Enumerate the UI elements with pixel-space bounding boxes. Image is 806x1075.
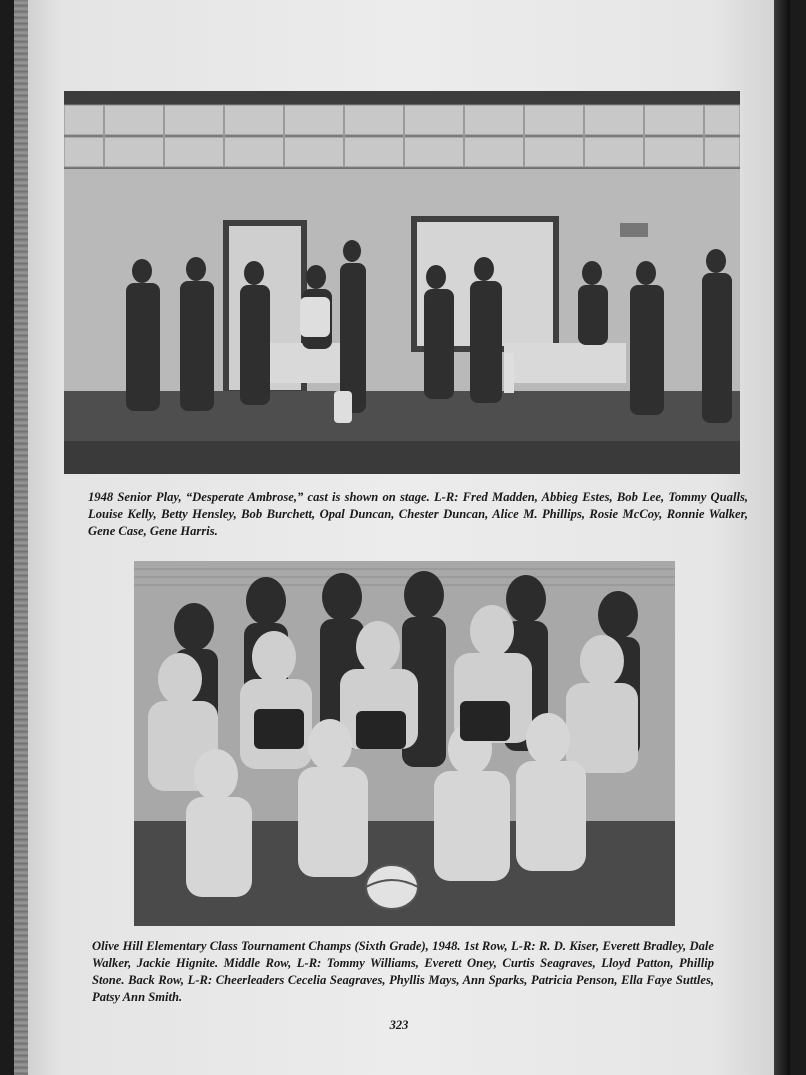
tournament-champs-caption: Olive Hill Elementary Class Tournament Champs (Sixth Grade), 1948. 1st Row, L-R: R. D. Kiser, Everett Bradley, Dale Walker, Jackie Hignite. Middle Row, L-R: Tommy Williams, Everett Oney, Curtis Seagraves, Lloyd Patton, Phillip Stone. Back Row, L-R: Cheerleaders Cecelia Seagraves, Phyllis Mays, Ann Sparks, Patricia Penson, Ella Faye Suttles, Patsy Ann Smith. (92, 939, 714, 1004)
book-page (14, 0, 790, 1075)
team-group-illustration (134, 561, 675, 926)
stage-scene-illustration (64, 91, 740, 474)
tournament-champs-photo (134, 561, 675, 926)
senior-play-caption: 1948 Senior Play, “Desperate Ambrose,” cast is shown on stage. L-R: Fred Madden, Abbieg Estes, Bob Lee, Tommy Qualls, Louise Kelly, Betty Hensley, Bob Burchett, Opal Duncan, Chester Duncan, Alice M. Phillips, Rosie McCoy, Ronnie Walker, Gene Case, Gene Harris. (88, 490, 748, 538)
senior-play-photo (64, 91, 740, 474)
page-shadow-edge (774, 0, 790, 1075)
page-number: 323 (389, 1018, 409, 1032)
page-binding-edge (14, 0, 28, 1075)
